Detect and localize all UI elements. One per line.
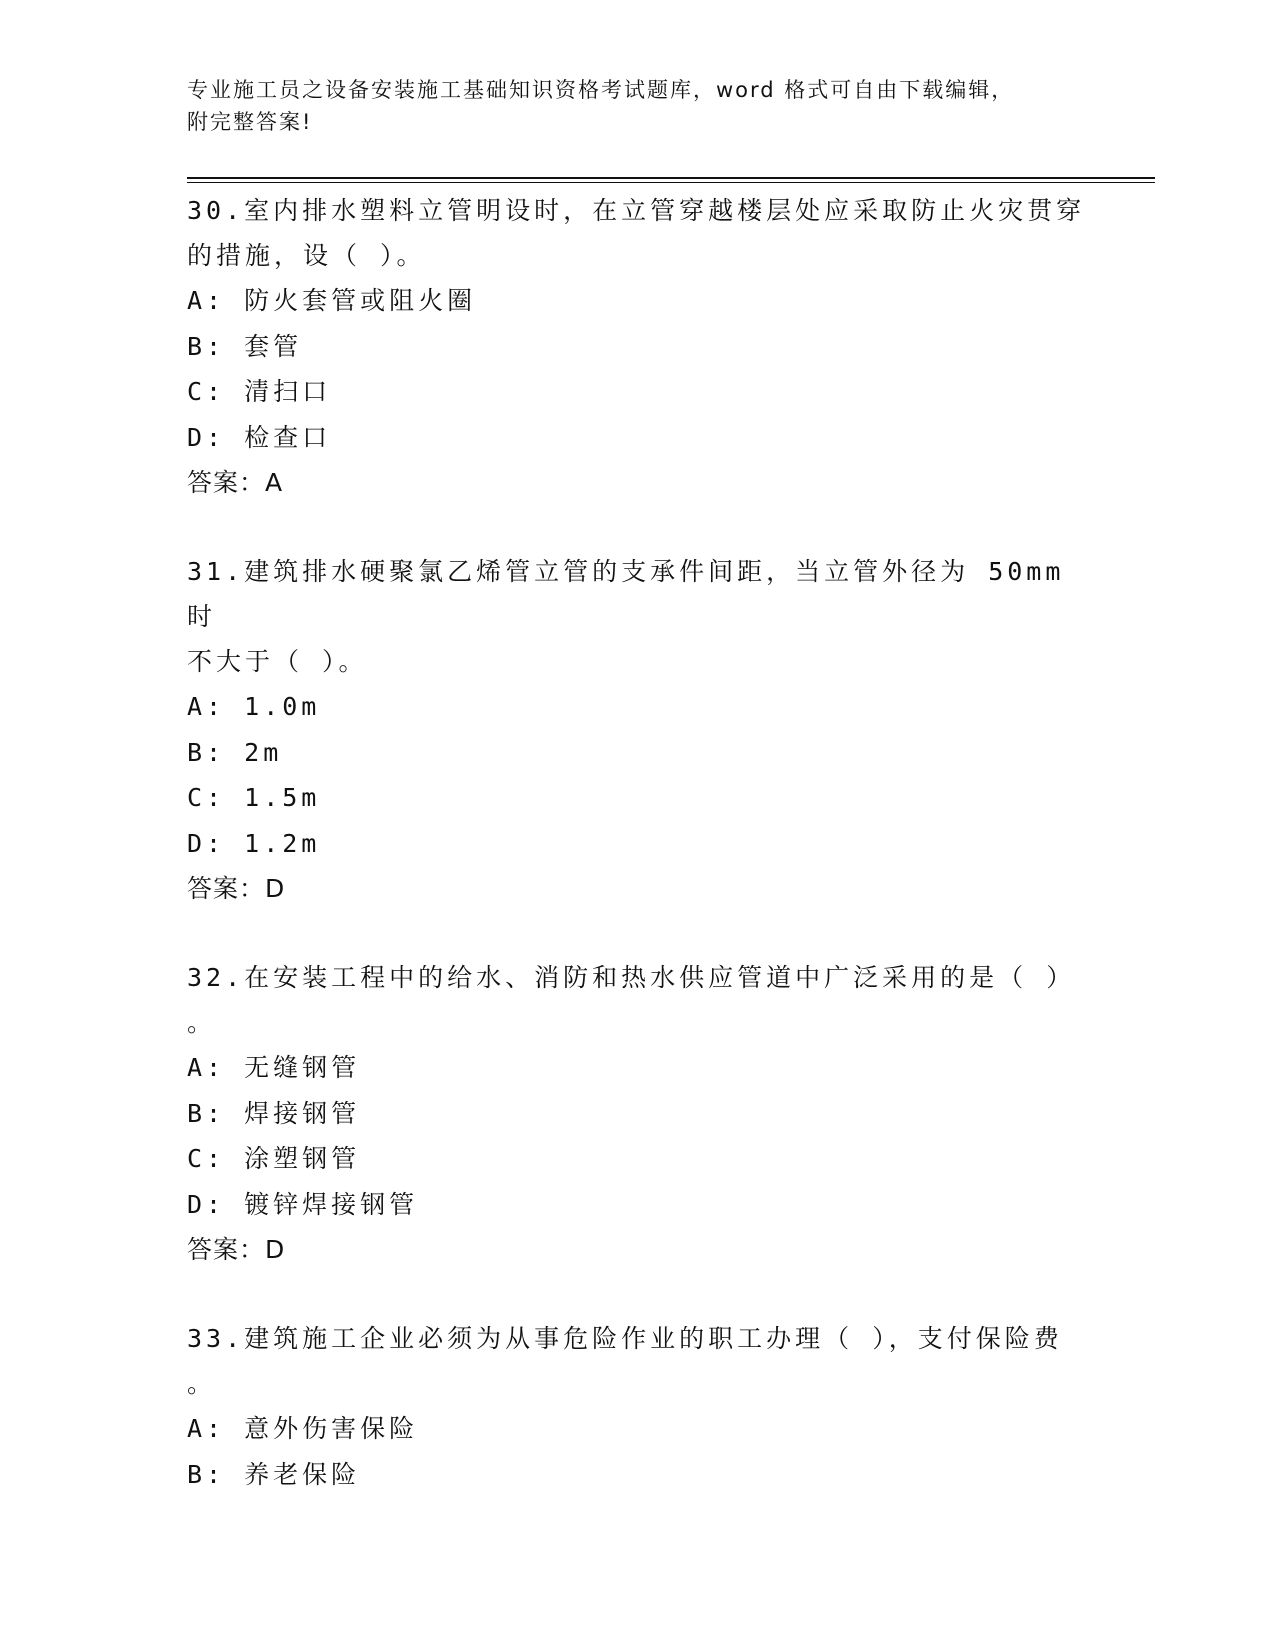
- option-c: C: 1.5m: [187, 783, 321, 812]
- question-33: [187, 1316, 1087, 1497]
- question-32: [187, 955, 1087, 1272]
- question-text-line: 。: [187, 1008, 217, 1037]
- option-a: A: 无缝钢管: [187, 1053, 361, 1082]
- question-text-line: 33.建筑施工企业必须为从事危险作业的职工办理（ ），支付保险费: [187, 1324, 1063, 1353]
- question-text-line: 31.建筑排水硬聚氯乙烯管立管的支承件间距，当立管外径为 50mm 时: [187, 557, 1065, 631]
- option-b: B: 套管: [187, 331, 303, 361]
- answer-line: 答案：A: [187, 468, 284, 497]
- question-text-line: 的措施，设（ ）。: [187, 241, 426, 270]
- option-d: D: 1.2m: [187, 828, 321, 858]
- header-line-2: 附完整答案!: [187, 110, 313, 134]
- document-header: [187, 74, 1067, 138]
- header-line-1: 专业施工员之设备安装施工基础知识资格考试题库，word 格式可自由下载编辑，: [187, 78, 1015, 102]
- answer-line: 答案：D: [187, 874, 286, 903]
- question-text-line: 不大于（ ）。: [187, 647, 368, 676]
- option-b: B: 2m: [187, 737, 283, 767]
- question-30: [187, 188, 1087, 505]
- option-c: C: 涂塑钢管: [187, 1144, 361, 1173]
- option-b: B: 养老保险: [187, 1459, 361, 1489]
- option-a: A: 意外伤害保险: [187, 1414, 419, 1443]
- option-b: B: 焊接钢管: [187, 1098, 361, 1128]
- option-c: C: 清扫口: [187, 377, 332, 406]
- question-31: [187, 549, 1087, 911]
- option-a: A: 防火套管或阻火圈: [187, 286, 477, 315]
- question-text-line: 。: [187, 1369, 217, 1398]
- option-d: D: 镀锌焊接钢管: [187, 1189, 419, 1219]
- question-list: [187, 188, 1087, 1541]
- option-a: A: 1.0m: [187, 692, 321, 721]
- question-text-line: 30.室内排水塑料立管明设时，在立管穿越楼层处应采取防止火灾贯穿: [187, 196, 1086, 225]
- answer-line: 答案：D: [187, 1235, 286, 1264]
- header-divider-thin: [187, 182, 1155, 183]
- header-divider-thick: [187, 177, 1155, 179]
- question-text-line: 32.在安装工程中的给水、消防和热水供应管道中广泛采用的是（ ）: [187, 963, 1076, 992]
- option-d: D: 检查口: [187, 422, 332, 452]
